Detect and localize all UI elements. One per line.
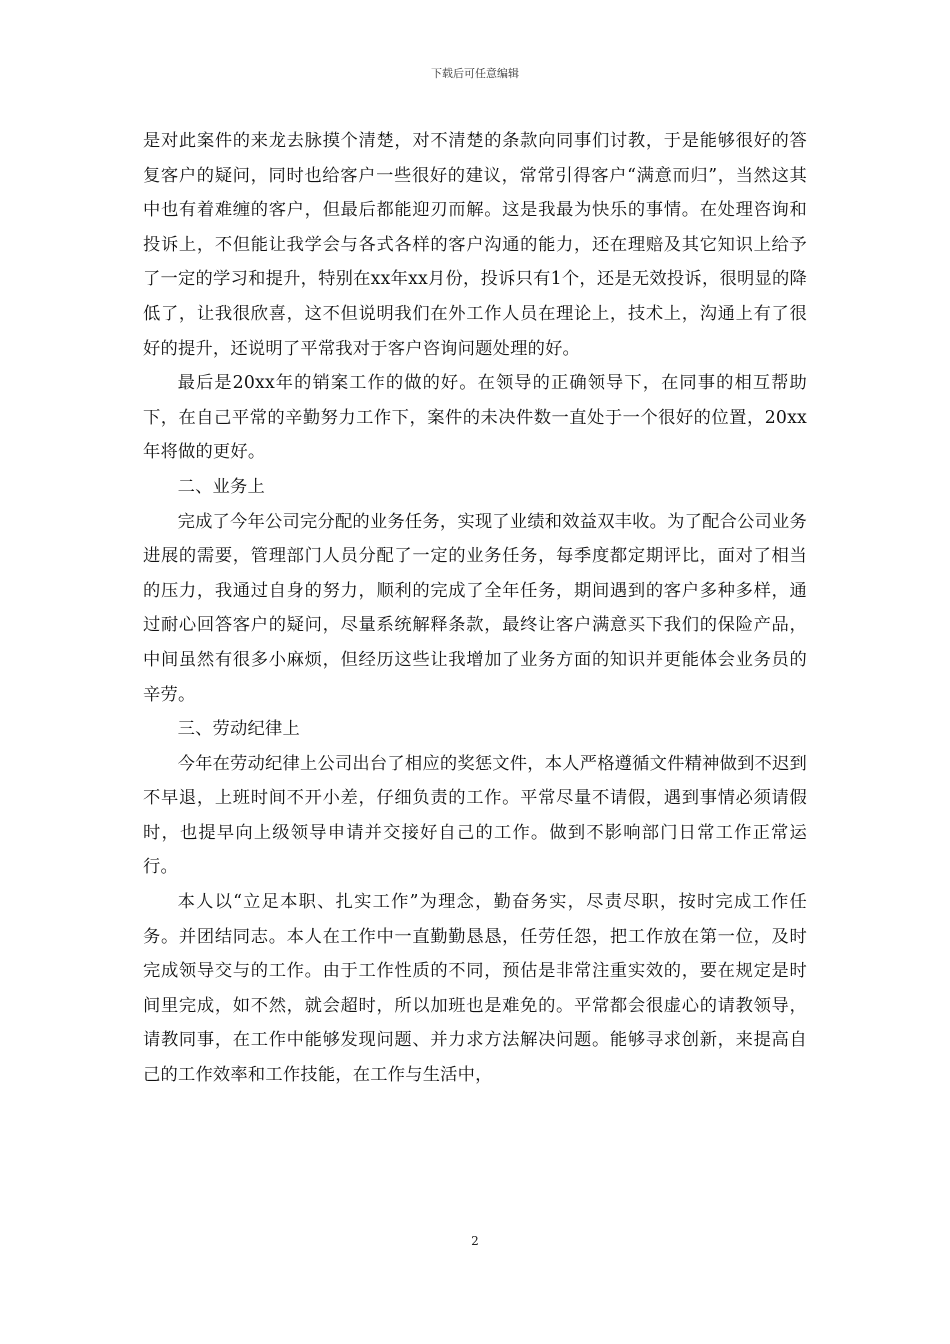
paragraph-business: 完成了今年公司完分配的业务任务，实现了业绩和效益双丰收。为了配合公司业务进展的需要，管理部门人员分配了一定的业务任务，每季度都定期评比，面对了相当的压力，我通过自身的努力，顺利的完成了全年任务，期间遇到的客户多种多样，通过耐心回答客户的疑问，尽量系统解释条款，最终让客户满意买下我们的保险产品，中间虽然有很多小麻烦，但经历这些让我增加了业务方面的知识并更能体会业务员的辛劳。 (143, 511, 807, 705)
page-number: 2 (471, 1234, 479, 1248)
paragraph-continuation: 是对此案件的来龙去脉摸个清楚，对不清楚的条款向同事们讨教，于是能够很好的答复客户的疑问，同时也给客户一些很好的建议，常常引得客户“满意而归”，当然这其中也有着难缠的客户，但最后都能迎刃而解。这是我最为快乐的事情。在处理咨询和投诉上，不但能让我学会与各式各样的客户沟通的能力，还在理赔及其它知识上给予了一定的学习和提升，特别在xx年xx月份，投诉只有1个，还是无效投诉，很明显的降低了，让我很欣喜，这不但说明我们在外工作人员在理论上，技术上，沟通上有了很好的提升，还说明了平常我对于客户咨询问题处理的好。 (143, 131, 807, 359)
paragraph-attitude: 本人以“立足本职、扎实工作”为理念，勤奋务实，尽责尽职，按时完成工作任务。并团结同志。本人在工作中一直勤勤恳恳，任劳任怨，把工作放在第一位，及时完成领导交与的工作。由于工作性质的不同，预估是非常注重实效的，要在规定是时间里完成，如不然，就会超时，所以加班也是难免的。平常都会很虚心的请教领导，请教同事，在工作中能够发现问题、并力求方法解决问题。能够寻求创新，来提高自己的工作效率和工作技能，在工作与生活中， (143, 892, 807, 1086)
document-body (143, 124, 807, 1093)
paragraph-discipline: 今年在劳动纪律上公司出台了相应的奖惩文件，本人严格遵循文件精神做到不迟到不早退，上班时间不开小差，仔细负责的工作。平常尽量不请假，遇到事情必须请假时，也提早向上级领导申请并交接好自己的工作。做到不影响部门日常工作正常运行。 (143, 753, 807, 878)
page-header: 下载后可任意编辑 (431, 67, 519, 80)
section-heading-discipline: 三、劳动纪律上 (177, 719, 300, 740)
section-heading-business: 二、业务上 (177, 476, 266, 497)
paragraph-closing-cases: 最后是20xx年的销案工作的做的好。在领导的正确领导下，在同事的相互帮助下，在自己平常的辛勤努力工作下，案件的未决件数一直处于一个很好的位置，20xx年将做的更好。 (143, 373, 807, 463)
